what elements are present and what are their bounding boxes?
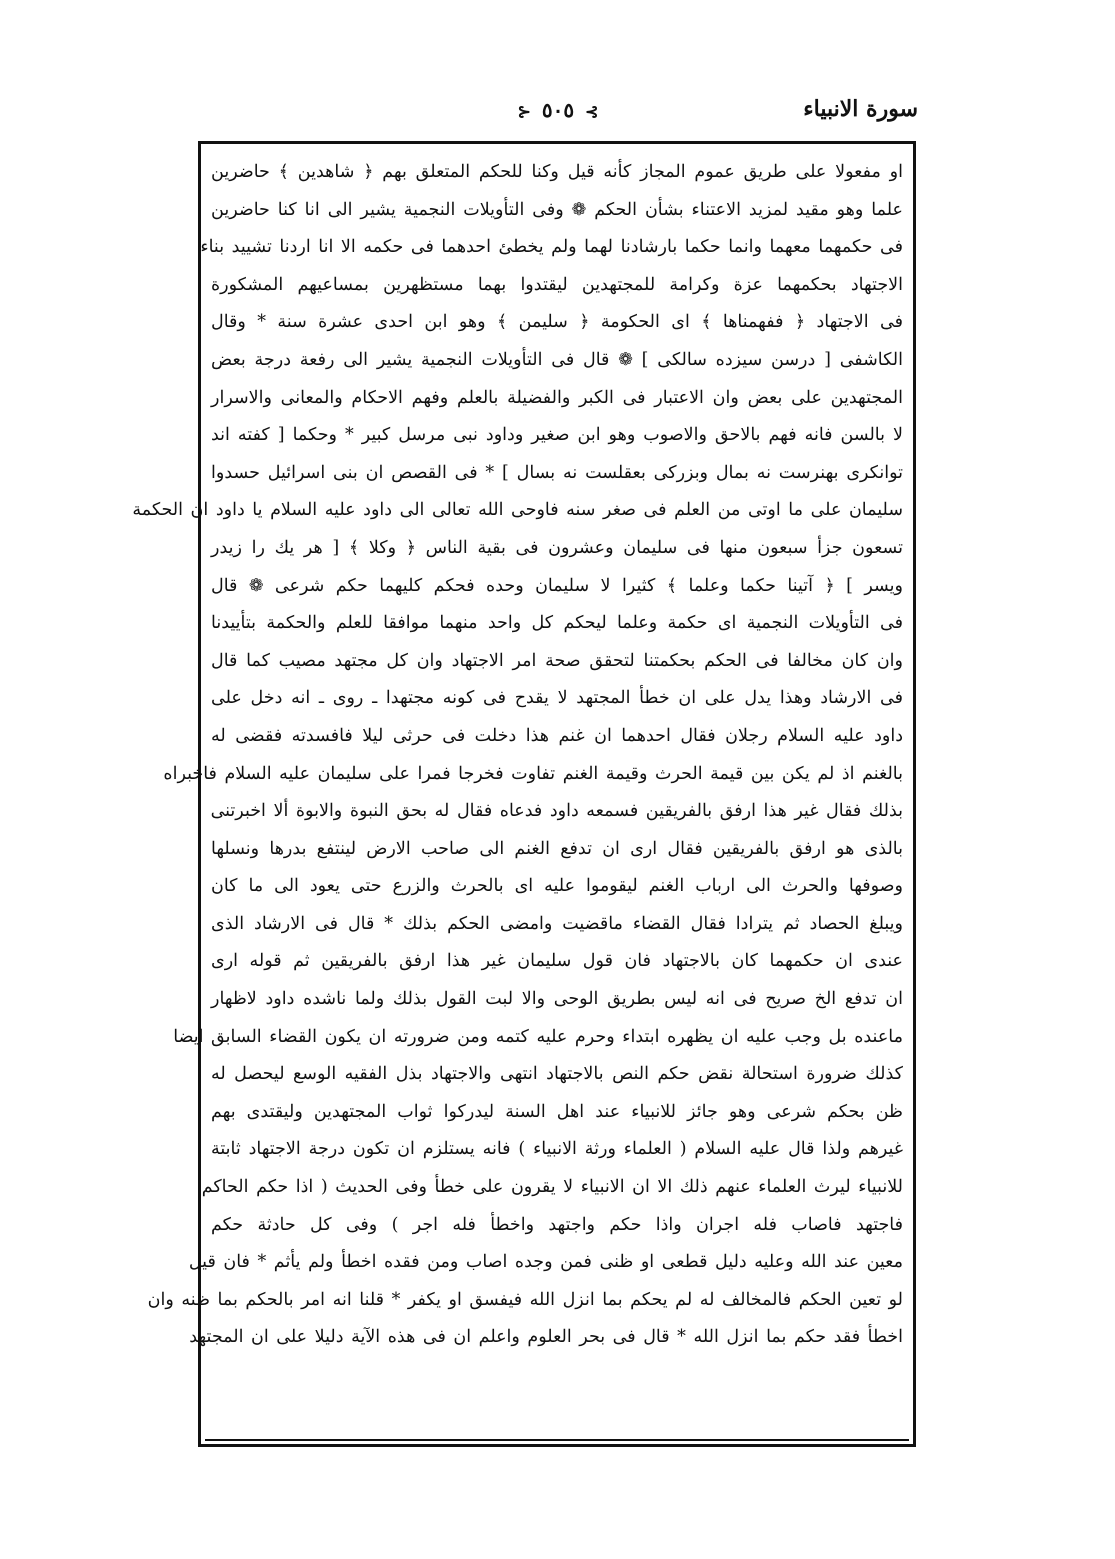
text-line: بالذى هو ارفق بالفريقين فقال ارى ان تدفع الغنم الى صاحب الارض لينتفع بدرها ونسلها (211, 838, 903, 859)
text-line: ماعنده بل وجب عليه ان يظهره ابتداء وحرم عليه كتمه ومن ضرورته ان يكون القضاء السابق ايضا (173, 1026, 903, 1047)
text-line: بالغنم اذ لم يكن بين قيمة الحرث وقيمة الغنم تفاوت فخرجا فمرا على سليمان عليه السلام فاخبراه (163, 763, 903, 784)
text-line: عندى ان حكمهما كان بالاجتهاد فان قول سليمان غير هذا ارفق بالفريقين ثم قوله ارى (211, 951, 903, 972)
text-line: داود عليه السلام رجلان فقال احدهما ان غنم هذا دخلت فى حرثى ليلا فافسدته فقضى له (211, 725, 903, 746)
text-line: فى حكمهما معهما وانما حكما بارشادنا لهما ولم يخطئ احدهما فى حكمه الا انا اردنا تشييد بناء (200, 237, 903, 258)
text-line: فى الارشاد وهذا يدل على ان خطأ المجتهد لا يقدح فى كونه مجتهدا ـ روى ـ انه دخل على (211, 688, 903, 709)
text-line: لو تعين الحكم فالمخالف له لم يحكم بما انزل الله فيفسق او يكفر * قلنا انه امر بالحكم بما ظنه وان (147, 1289, 903, 1310)
text-line: ويسر ] ﴿ آتينا حكما وعلما ﴾ كثيرا لا سليمان وحده فحكم كليهما حكم شرعى ❁ قال (211, 575, 903, 596)
text-line: وان كان مخالفا فى الحكم بحكمتنا لتحقق صحة امر الاجتهاد وان كل مجتهد مصيب كما قال (211, 650, 903, 671)
text-line: بذلك فقال غير هذا ارفق بالفريقين فسمعه داود فدعاه فقال له بحق النبوة والابوة ألا اخبرتنى (210, 801, 903, 822)
text-line: ظن بحكم شرعى وهو جائز للانبياء عند اهل السنة ليدركوا ثواب المجتهدين وليقتدى بهم (211, 1101, 903, 1122)
text-line: فى التأويلات النجمية اى حكمة وعلما ليحكم كل واحد منهما موافقا للعلم والحكمة بتأييدنا (211, 613, 903, 634)
text-line: اخطأ فقد حكم بما انزل الله * قال فى بحر العلوم واعلم ان فى هذه الآية دليلا على ان المجتهد (189, 1327, 903, 1348)
page-header (198, 92, 918, 136)
page-number-value: ٥٠٥ (541, 98, 575, 122)
text-line: كذلك ضرورة استحالة نقض حكم النص بالاجتهاد انتهى والاجتهاد بذل الفقيه الوسع ليحصل له (211, 1064, 903, 1085)
text-line: وصوفها والحرث الى ارباب الغنم ليقوموا عليه اى بالحرث والزرع حتى يعود الى ما كان (211, 876, 903, 897)
text-line: غيرهم ولذا قال عليه السلام ( العلماء ورثة الانبياء ) فانه يستلزم ان تكون درجة الاجتهاد ثابتة (211, 1139, 903, 1160)
text-line: المجتهدين على بعض وان الاعتبار فى الكبر والفضيلة بالعلم وفهم الاحكام والمعانى والاسرار (211, 387, 903, 408)
text-line: لا بالسن فانه فهم بالاحق والاصوب وهو ابن صغير وداود نبى مرسل كبير * وحكما [ كفته اند (211, 425, 903, 446)
text-line: سليمان على ما اوتى من العلم فى صغر سنه فاوحى الله تعالى الى داود عليه السلام يا داود ان الحكمة (132, 500, 903, 521)
ornament-right-icon: ⊰ (585, 102, 599, 121)
text-line: للانبياء ليرث العلماء عنهم ذلك الا ان الانبياء لا يقرون على خطأ وفى الحديث ( اذا حكم الحاكم (201, 1177, 903, 1198)
page-number (514, 98, 603, 122)
text-line: فاجتهد فاصاب فله اجران واذا حكم واجتهد واخطأ فله اجر ) وفى كل حادثة حكم (211, 1214, 903, 1235)
text-line: الاجتهاد بحكمهما عزة وكرامة للمجتهدين ليقتدوا بهما مستظهرين بمساعيهم المشكورة (211, 274, 903, 295)
surah-title: سورة الانبياء (803, 96, 918, 122)
text-line: فى الاجتهاد ﴿ ففهمناها ﴾ اى الحكومة ﴿ سليمن ﴾ وهو ابن احدى عشرة سنة * وقال (211, 312, 903, 333)
ornament-left-icon: ⊱ (517, 102, 531, 121)
text-line: علما وهو مقيد لمزيد الاعتناء بشأن الحكم ❁ وفى التأويلات النجمية يشير الى انا كنا حاضرين (211, 199, 903, 220)
body-text (132, 154, 903, 1430)
text-line: توانكرى بهنرست نه بمال وبزركى بعقلست نه بسال ] * فى القصص ان بنى اسرائيل حسدوا (211, 462, 903, 483)
text-frame (132, 141, 916, 1447)
text-line: ان تدفع الخ صريح فى انه ليس بطريق الوحى والا لبت القول بذلك ولما ناشده داود لاظهار (211, 989, 903, 1010)
text-line: معين عند الله وعليه دليل قطعى او ظنى فمن وجده اصاب ومن فقده اخطأ ولم يأثم * فان قيل (188, 1252, 903, 1273)
text-line: الكاشفى [ درسن سيزده سالكى ] ❁ قال فى التأويلات النجمية يشير الى رفعة درجة بعض (211, 349, 903, 370)
text-line: او مفعولا على طريق عموم المجاز كأنه قيل وكنا للحكم المتعلق بهم ﴿ شاهدين ﴾ حاضرين (211, 162, 903, 182)
text-line: تسعون جزأ سبعون منها فى سليمان وعشرون فى بقية الناس ﴿ وكلا ﴾ [ هر يك را زيدر (211, 537, 903, 558)
text-line: ويبلغ الحصاد ثم يترادا فقال القضاء ماقضيت وامضى الحكم بذلك * قال فى الارشاد الذى (211, 913, 903, 934)
